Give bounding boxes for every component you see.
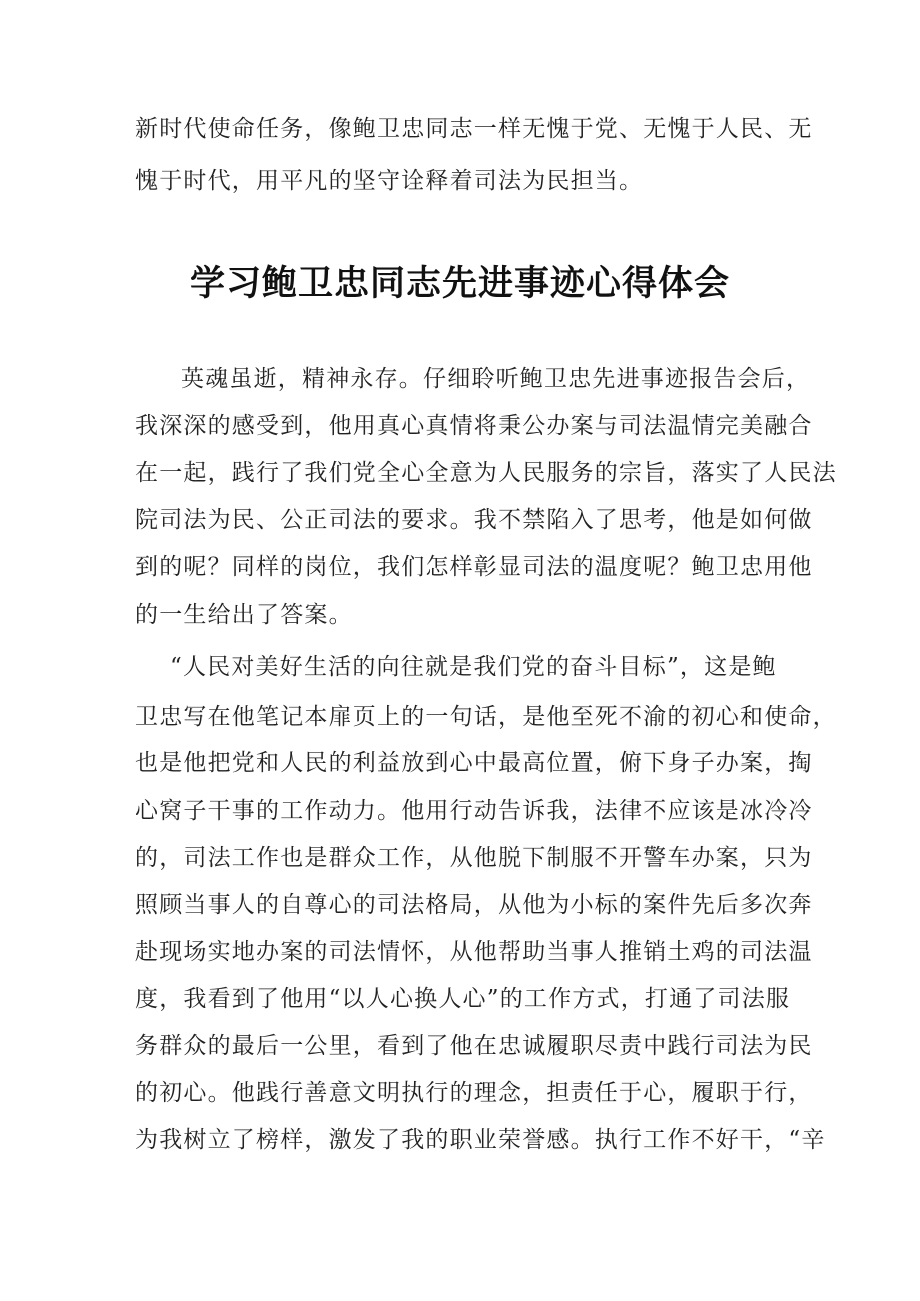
text-line: 的一生给出了答案。	[135, 602, 353, 628]
text-line: “人民对美好生活的向往就是我们党的奋斗目标”，这是鲍	[170, 654, 777, 680]
text-line: 卫忠写在他笔记本扉页上的一句话，是他至死不渝的初心和使命，	[135, 704, 837, 730]
text-line: 新时代使命任务，像鲍卫忠同志一样无愧于党、无愧于人民、无	[135, 116, 813, 142]
text-line: 也是他把党和人民的利益放到心中最高位置，俯下身子办案，掏	[135, 750, 813, 776]
text-line: 的初心。他践行善意文明执行的理念，担责任于心，履职于行，	[135, 1080, 813, 1106]
text-line: 为我树立了榜样，激发了我的职业荣誉感。执行工作不好干，“辛	[135, 1127, 826, 1153]
text-line: 度，我看到了他用“以人心换人心”的工作方式，打通了司法服	[135, 986, 791, 1012]
text-line: 赴现场实地办案的司法情怀，从他帮助当事人推销土鸡的司法温	[135, 939, 813, 965]
text-line: 到的呢？同样的岗位，我们怎样彰显司法的温度呢？鲍卫忠用他	[135, 554, 813, 580]
text-line: 的，司法工作也是群众工作，从他脱下制服不开警车办案，只为	[135, 845, 813, 871]
text-line: 心窝子干事的工作动力。他用行动告诉我，法律不应该是冰冷冷	[135, 798, 813, 824]
text-line: 照顾当事人的自尊心的司法格局，从他为小标的案件先后多次奔	[135, 892, 813, 918]
text-line: 在一起，践行了我们党全心全意为人民服务的宗旨，落实了人民法	[135, 460, 837, 486]
text-line: 务群众的最后一公里，看到了他在忠诚履职尽责中践行司法为民	[135, 1033, 813, 1059]
document-title: 学习鲍卫忠同志先进事迹心得体会	[189, 264, 730, 304]
text-line: 愧于时代，用平凡的坚守诠释着司法为民担当。	[135, 168, 644, 194]
text-line: 英魂虽逝，精神永存。仔细聆听鲍卫忠先进事迹报告会后，	[181, 366, 811, 392]
text-line: 院司法为民、公正司法的要求。我不禁陷入了思考，他是如何做	[135, 507, 813, 533]
text-line: 我深深的感受到，他用真心真情将秉公办案与司法温情完美融合	[135, 413, 813, 439]
